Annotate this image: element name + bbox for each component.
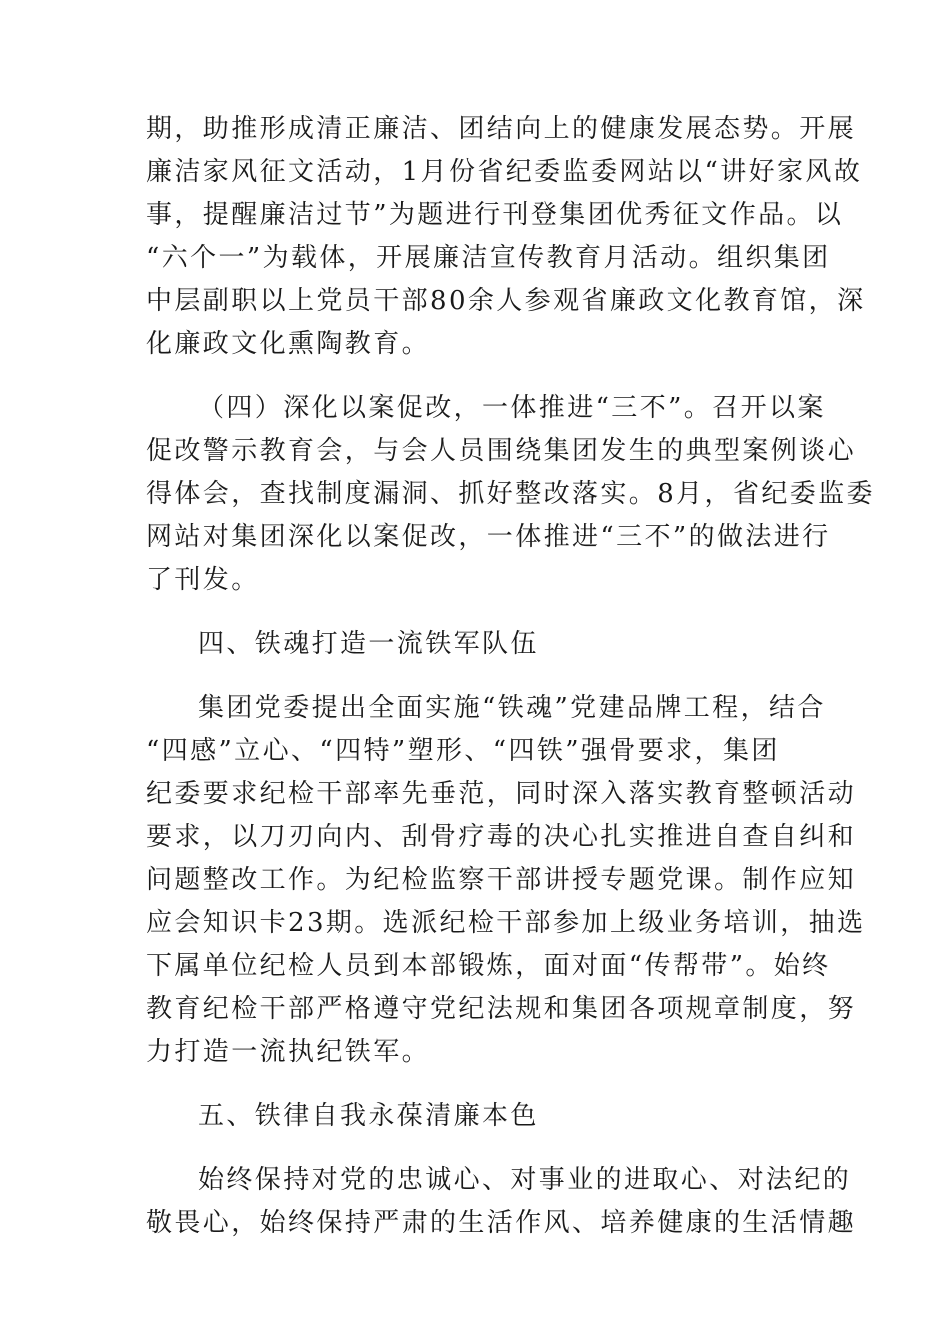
text-line: 纪委要求纪检干部率先垂范，同时深入落实教育整顿活动	[146, 779, 857, 809]
section-heading-5	[146, 1095, 806, 1138]
text-line: 得体会，查找制度漏洞、抓好整改落实。8月，省纪委监委	[146, 479, 875, 509]
section-heading: 四、铁魂打造一流铁军队伍	[198, 629, 539, 659]
text-line: 教育纪检干部严格遵守党纪法规和集团各项规章制度，努	[146, 994, 857, 1024]
text-line: 敬畏心，始终保持严肃的生活作风、培养健康的生活情趣	[146, 1208, 857, 1238]
paragraph-2	[146, 387, 875, 602]
paragraph-1	[146, 108, 866, 366]
paragraph-4	[146, 1159, 857, 1245]
text-line: 中层副职以上党员干部80余人参观省廉政文化教育馆，深	[146, 286, 866, 316]
text-line: 了刊发。	[146, 565, 260, 595]
text-line: 化廉政文化熏陶教育。	[146, 329, 431, 359]
text-line: “六个一”为载体，开展廉洁宣传教育月活动。组织集团	[146, 243, 831, 273]
text-line: 应会知识卡23期。选派纪检干部参加上级业务培训，抽选	[146, 908, 866, 938]
text-line: 促改警示教育会，与会人员围绕集团发生的典型案例谈心	[146, 436, 857, 466]
text-line: 始终保持对党的忠诚心、对事业的进取心、对法纪的	[198, 1165, 852, 1195]
text-line: 力打造一流执纪铁军。	[146, 1037, 431, 1067]
section-heading: 五、铁律自我永葆清廉本色	[198, 1101, 539, 1131]
section-heading-4	[146, 623, 806, 666]
text-line: 期，助推形成清正廉洁、团结向上的健康发展态势。开展	[146, 114, 857, 144]
text-line: 网站对集团深化以案促改，一体推进“三不”的做法进行	[146, 522, 831, 552]
text-line: 集团党委提出全面实施“铁魂”党建品牌工程，结合	[198, 693, 826, 723]
paragraph-3	[146, 687, 866, 1074]
document-page	[146, 108, 875, 1245]
text-line: 要求，以刀刃向内、刮骨疗毒的决心扎实推进自查自纠和	[146, 822, 857, 852]
text-line: 事，提醒廉洁过节”为题进行刊登集团优秀征文作品。以	[146, 200, 844, 230]
text-line: 下属单位纪检人员到本部锻炼，面对面“传帮带”。始终	[146, 951, 831, 981]
text-line: （四）深化以案促改，一体推进“三不”。召开以案	[198, 393, 826, 423]
text-line: 廉洁家风征文活动，1月份省纪委监委网站以“讲好家风故	[146, 157, 863, 187]
text-line: “四感”立心、“四特”塑形、“四铁”强骨要求，集团	[146, 736, 780, 766]
text-line: 问题整改工作。为纪检监察干部讲授专题党课。制作应知	[146, 865, 857, 895]
